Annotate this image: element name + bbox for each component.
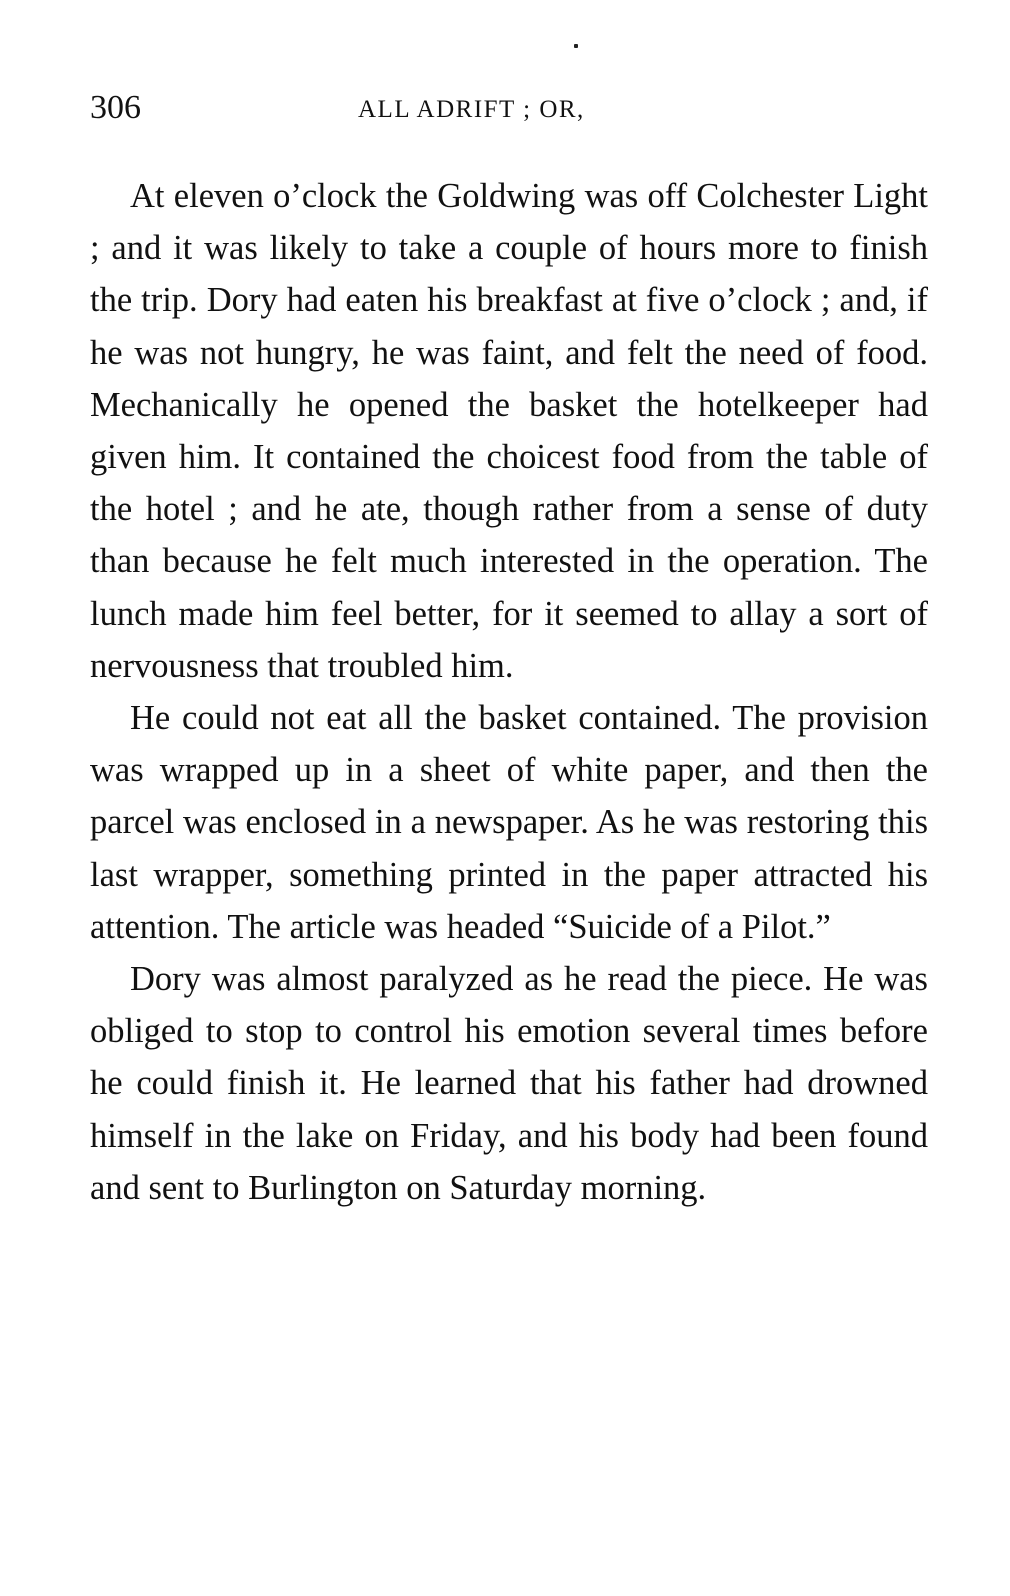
body-text [90, 170, 928, 1214]
running-head: ALL ADRIFT ; OR, [358, 96, 585, 123]
paragraph-2: He could not eat all the basket contained. The provision was wrapped up in a sheet of white paper, and then the parcel was enclosed in a newspaper. As he was restoring this last wrapper, something printed in the paper attracted his attention. The article was headed “Suicide of a Pilot.” [90, 699, 928, 946]
page-header [90, 88, 928, 138]
ink-speck [574, 44, 578, 48]
paragraph-1: At eleven o’clock the Goldwing was off Colchester Light ; and it was likely to take a couple of hours more to finish the trip. Dory had eaten his breakfast at five o’clock ; and, if he was not hungry, he was faint, and felt the need of food. Mechanically he opened the basket the hotelkeeper had given him. It contained the choicest food from the table of the hotel ; and he ate, though rather from a sense of duty than because he felt much interested in the operation. The lunch made him feel better, for it seemed to allay a sort of nervousness that troubled him. [90, 177, 928, 685]
paragraph-3: Dory was almost paralyzed as he read the piece. He was obliged to stop to control his emotion several times before he could finish it. He learned that his father had drowned himself in the lake on Friday, and his body had been found and sent to Burlington on Saturday morning. [90, 960, 928, 1207]
page-number: 306 [90, 89, 141, 126]
